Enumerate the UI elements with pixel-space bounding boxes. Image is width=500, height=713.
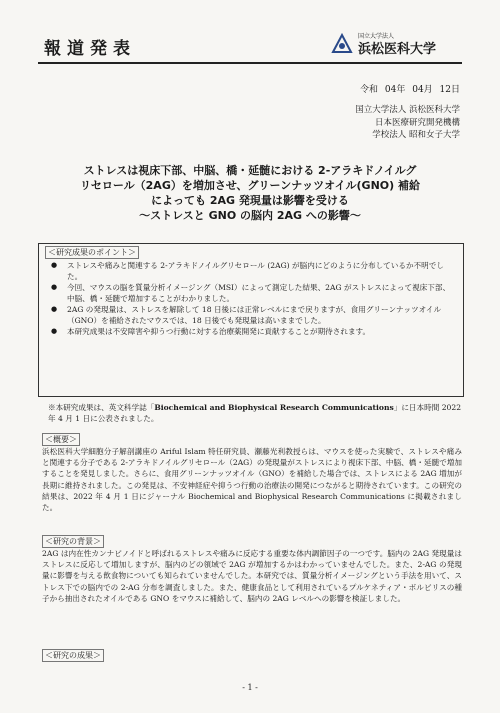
list-item: ● 2AG の発現量は、ストレスを解除して 18 日後には正常レベルにまで戻りますが、食用グリーンナッツオイル（GNO）を補給されたマウスでは、18 日後でも発現量は高いままでした。 — [49, 304, 451, 326]
organization-name: 日本医療研究開発機構 — [374, 117, 460, 128]
journal-name: Biochemical and Biophysical Research Communications — [154, 403, 394, 412]
list-item: ● 本研究成果は不安障害や抑うつ行動に対する治療薬開発に貢献することが期待されます。 — [49, 326, 451, 337]
title-line: によっても 2AG 発現量は影響を受ける — [151, 194, 349, 207]
press-release-title — [40, 163, 460, 223]
university-logo — [330, 30, 470, 60]
overview-paragraph: 浜松医科大学細胞分子解剖講座の Ariful Islam 特任研究員、瀬藤光利教授らは、マウスを使った実験で、ストレスや痛みと関連する分子である 2-アラキドノイルグリセロール（2AG）の発現量がストレスにより視床下部、中脳、橋・延髄で増加することを発見しました。さらに、食用グリーンナッツオイル（GNO）を補給した場合では、ストレスによる 2AG 増加が長期に維持されました。この発見は、不安神経症や抑うつ行動の治療法の開発につながると期待されています。この研究の結果は、2022 年 4 月 1 日にジャーナル Biochemical and Biophysical Research Communications に掲載されました。 — [42, 447, 462, 513]
logo-university-name: 浜松医科大学 — [358, 42, 437, 57]
section-label-background: ＜研究の背景＞ — [42, 535, 104, 548]
page-number: - 1 - — [242, 683, 258, 692]
title-subtitle: 〜ストレスと GNO の脳内 2AG への影響〜 — [139, 209, 361, 222]
section-label-points: ＜研究成果のポイント＞ — [45, 246, 139, 259]
page-title: 報道発表 — [44, 39, 136, 59]
section-label-results: ＜研究の成果＞ — [42, 649, 104, 662]
publication-note — [48, 402, 462, 424]
header-divider — [38, 62, 462, 64]
section-label-overview: ＜概要＞ — [42, 433, 80, 446]
title-line: ストレスは視床下部、中脳、橋・延髄における 2-アラキドノイルグ — [83, 164, 417, 177]
note-suffix: 」に日本時間 2022 年 4 月 1 日に公表されました。 — [48, 403, 462, 423]
organization-list — [355, 104, 460, 142]
background-paragraph: 2AG は内在性カンナビノイドと呼ばれるストレスや痛みに反応する重要な体内調節因子の一つです。脳内の 2AG 発現量はストレスに反応して増加しますが、脳内のどの領域で 2AG が増加するかはわかっていませんでした。また、2-AG の発現量に影響を与える飲食物についても知られていませんでした。本研究では、質量分析イメージングという手法を用いて、ストレス下での脳内での 2-AG 分布を調査しました。また、健康食品として利用されているプルケネティア・ボルビリスの種子から抽出されたオイルである GNO をマウスに補給して、脳内の 2AG レベルへの影響を検証しました。 — [42, 549, 462, 603]
list-item: ● ストレスや痛みと関連する 2-アラキドノイルグリセロール (2AG) が脳内にどのように分布しているか不明でした。 — [49, 260, 451, 282]
organization-name: 学校法人 昭和女子大学 — [372, 130, 460, 140]
release-date: 令和 04年 04月 12日 — [360, 85, 460, 95]
logo-small-text: 国立大学法人 — [358, 33, 395, 40]
university-logo-icon — [330, 32, 354, 56]
organization-name: 国立大学法人 浜松医科大学 — [355, 105, 460, 115]
note-prefix: ※本研究成果は、英文科学誌「 — [48, 403, 155, 412]
research-points-box — [38, 243, 464, 397]
title-line: リセロール（2AG）を増加させ、グリーンナッツオイル(GNO) 補給 — [79, 179, 420, 192]
list-item: ● 今回、マウスの脳を質量分析イメージング（MSI）によって測定した結果、2AG がストレスによって視床下部、中脳、橋・延髄で増加することがわかりました。 — [49, 282, 451, 304]
points-list — [49, 260, 451, 337]
